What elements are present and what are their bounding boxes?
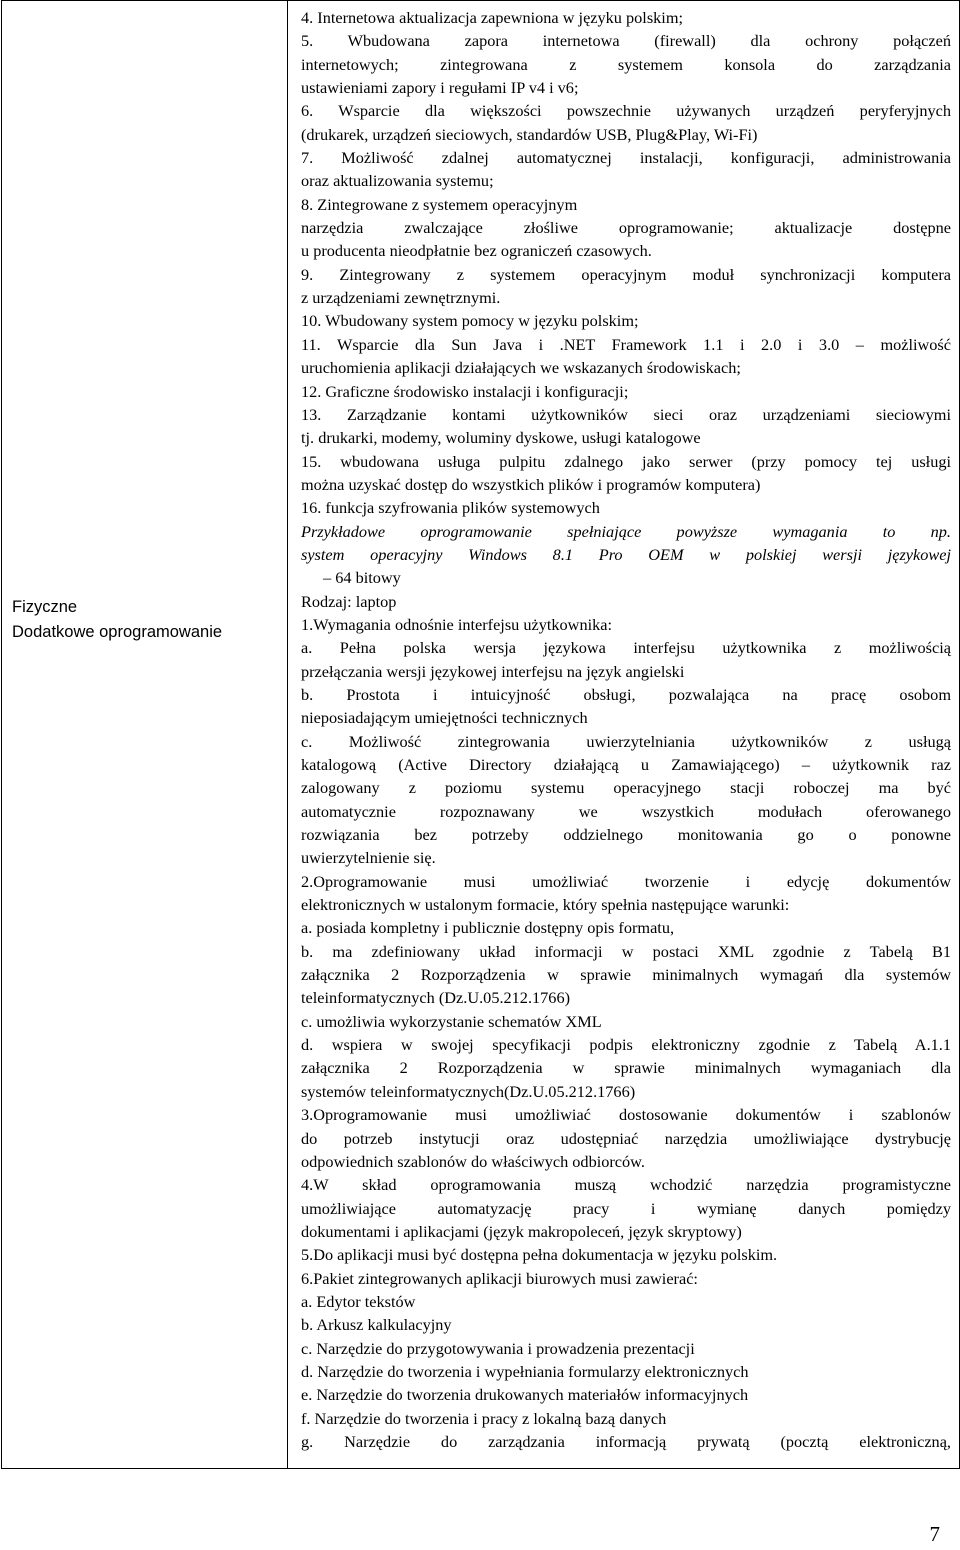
text-line: 8. Zintegrowane z systemem operacyjnym <box>301 194 578 214</box>
text-line: zalogowany z poziomu systemu operacyjnego stacji roboczej ma być <box>301 778 951 798</box>
text-line: 4. Internetowa aktualizacja zapewniona w języku polskim; <box>301 8 684 27</box>
text-line: 3.Oprogramowanie musi umożliwiać dostosowanie dokumentów i szablonów <box>301 1105 951 1125</box>
text-line: a. Pełna polska wersja językowa interfejsu użytkownika z możliwością <box>301 638 951 658</box>
text-line: e. Narzędzie do tworzenia drukowanych materiałów informacyjnych <box>301 1385 749 1405</box>
text-line: 13. Zarządzanie kontami użytkowników sieci oraz urządzeniami sieciowymi <box>301 404 951 424</box>
category-column <box>2 1 288 1469</box>
text-line: – 64 bitowy <box>323 568 401 588</box>
text-line: 7. Możliwość zdalnej automatycznej instalacji, konfiguracji, administrowania <box>301 148 951 168</box>
text-line: 1.Wymagania odnośnie interfejsu użytkownika: <box>301 614 612 634</box>
text-line: uruchomienia aplikacji działających we wskazanych środowiskach; <box>301 358 741 378</box>
text-line: do potrzeb instytucji oraz udostępniać narzędzia umożliwiające dystrybucję <box>301 1128 951 1148</box>
text-line: d. wspiera w swojej specyfikacji podpis elektroniczny zgodnie z Tabelą A.1.1 <box>301 1035 951 1055</box>
text-line: c. Narzędzie do przygotowywania i prowadzenia prezentacji <box>301 1338 695 1358</box>
text-line: elektronicznych w ustalonym formacie, który spełnia następujące warunki: <box>301 895 790 915</box>
text-line: 12. Graficzne środowisko instalacji i konfiguracji; <box>301 381 629 401</box>
text-line: g. Narzędzie do zarządzania informacją prywatą (pocztą elektroniczną, <box>301 1431 951 1451</box>
text-line: tj. drukarki, modemy, woluminy dyskowe, usługi katalogowe <box>301 428 701 448</box>
text-line: c. Możliwość zintegrowania uwierzytelniania użytkowników z usługą <box>301 731 951 751</box>
text-line: 2.Oprogramowanie musi umożliwiać tworzenie i edycję dokumentów <box>301 871 951 891</box>
text-line: f. Narzędzie do tworzenia i pracy z lokalną bazą danych <box>301 1408 667 1428</box>
text-line: 6. Wsparcie dla większości powszechnie używanych urządzeń peryferyjnych <box>301 101 951 121</box>
text-line: nieposiadającym umiejętności technicznych <box>301 708 588 728</box>
requirements-text <box>288 1 959 1453</box>
text-line: katalogową (Active Directory działającą u Zamawiającego) – użytkownik raz <box>301 755 951 774</box>
text-line: 9. Zintegrowany z systemem operacyjnym moduł synchronizacji komputera <box>301 264 951 284</box>
text-line: c. umożliwia wykorzystanie schematów XML <box>301 1011 602 1031</box>
text-line: uwierzytelnienie się. <box>301 848 436 868</box>
text-line: z urządzeniami zewnętrznymi. <box>301 288 501 308</box>
text-line: u producenta nieodpłatnie bez ograniczeń czasowych. <box>301 241 652 261</box>
text-line: 10. Wbudowany system pomocy w języku polskim; <box>301 311 639 331</box>
text-line: 5. Wbudowana zapora internetowa (firewall) dla ochrony połączeń <box>301 31 951 51</box>
text-line: b. ma zdefiniowany układ informacji w postaci XML zgodnie z Tabelą B1 <box>301 941 951 961</box>
text-line: 6.Pakiet zintegrowanych aplikacji biurowych musi zawierać: <box>301 1268 698 1288</box>
text-line: można uzyskać dostęp do wszystkich plików i programów komputera) <box>301 474 761 494</box>
text-line: (drukarek, urządzeń sieciowych, standardów USB, Plug&Play, Wi-Fi) <box>301 124 758 144</box>
text-line: 11. Wsparcie dla Sun Java i .NET Framework 1.1 i 2.0 i 3.0 – możliwość <box>301 334 951 354</box>
text-line: rozwiązania bez potrzeby oddzielnego monitowania go o ponowne <box>301 825 951 845</box>
text-line: b. Prostota i intuicyjność obsługi, pozwalająca na pracę osobom <box>301 684 951 704</box>
text-line: 15. wbudowana usługa pulpitu zdalnego jako serwer (przy pomocy tej usługi <box>301 451 951 471</box>
text-line: internetowych; zintegrowana z systemem konsola do zarządzania <box>301 54 951 74</box>
text-line: a. Edytor tekstów <box>301 1291 416 1311</box>
text-line: załącznika 2 Rozporządzenia w sprawie minimalnych wymagań dla systemów <box>301 965 951 985</box>
table-row <box>2 1 960 1469</box>
text-line: Rodzaj: laptop <box>301 591 397 611</box>
page-number: 7 <box>929 1522 940 1546</box>
text-line: automatycznie rozpoznawany we wszystkich modułach oferowanego <box>301 801 951 821</box>
text-line: narzędzia zwalczające złośliwe oprogramowanie; aktualizacje dostępne <box>301 218 951 238</box>
text-line: b. Arkusz kalkulacyjny <box>301 1315 452 1335</box>
category-label-dodatkowe-oprogramowanie: Dodatkowe oprogramowanie <box>12 623 223 641</box>
specification-table <box>1 0 960 1469</box>
text-line: ustawieniami zapory i regułami IP v4 i v6; <box>301 78 579 98</box>
text-line: system operacyjny Windows 8.1 Pro OEM w polskiej wersji językowej <box>301 544 951 564</box>
text-line: umożliwiające automatyzację pracy i wymianę danych pomiędzy <box>301 1198 951 1218</box>
text-line: Przykładowe oprogramowanie spełniające powyższe wymagania to np. <box>301 521 951 541</box>
text-line: przełączania wersji językowej interfejsu na język angielski <box>301 661 685 681</box>
requirements-column <box>288 1 960 1469</box>
text-line: a. posiada kompletny i publicznie dostępny opis formatu, <box>301 918 675 938</box>
text-line: systemów teleinformatycznych(Dz.U.05.212.1766) <box>301 1081 636 1101</box>
text-line: dokumentami i aplikacjami (język makropoleceń, język skryptowy) <box>301 1221 742 1241</box>
category-label-fizyczne: Fizyczne <box>12 598 78 616</box>
text-line: 16. funkcja szyfrowania plików systemowych <box>301 498 600 518</box>
text-line: 4.W skład oprogramowania muszą wchodzić narzędzia programistyczne <box>301 1175 951 1195</box>
text-line: załącznika 2 Rozporządzenia w sprawie minimalnych wymaganiach dla <box>301 1058 951 1078</box>
text-line: 5.Do aplikacji musi być dostępna pełna dokumentacja w języku polskim. <box>301 1245 778 1265</box>
text-line: d. Narzędzie do tworzenia i wypełniania formularzy elektronicznych <box>301 1361 749 1381</box>
text-line: oraz aktualizowania systemu; <box>301 171 494 191</box>
text-line: teleinformatycznych (Dz.U.05.212.1766) <box>301 988 571 1008</box>
text-line: odpowiednich szablonów do właściwych odbiorców. <box>301 1151 645 1171</box>
